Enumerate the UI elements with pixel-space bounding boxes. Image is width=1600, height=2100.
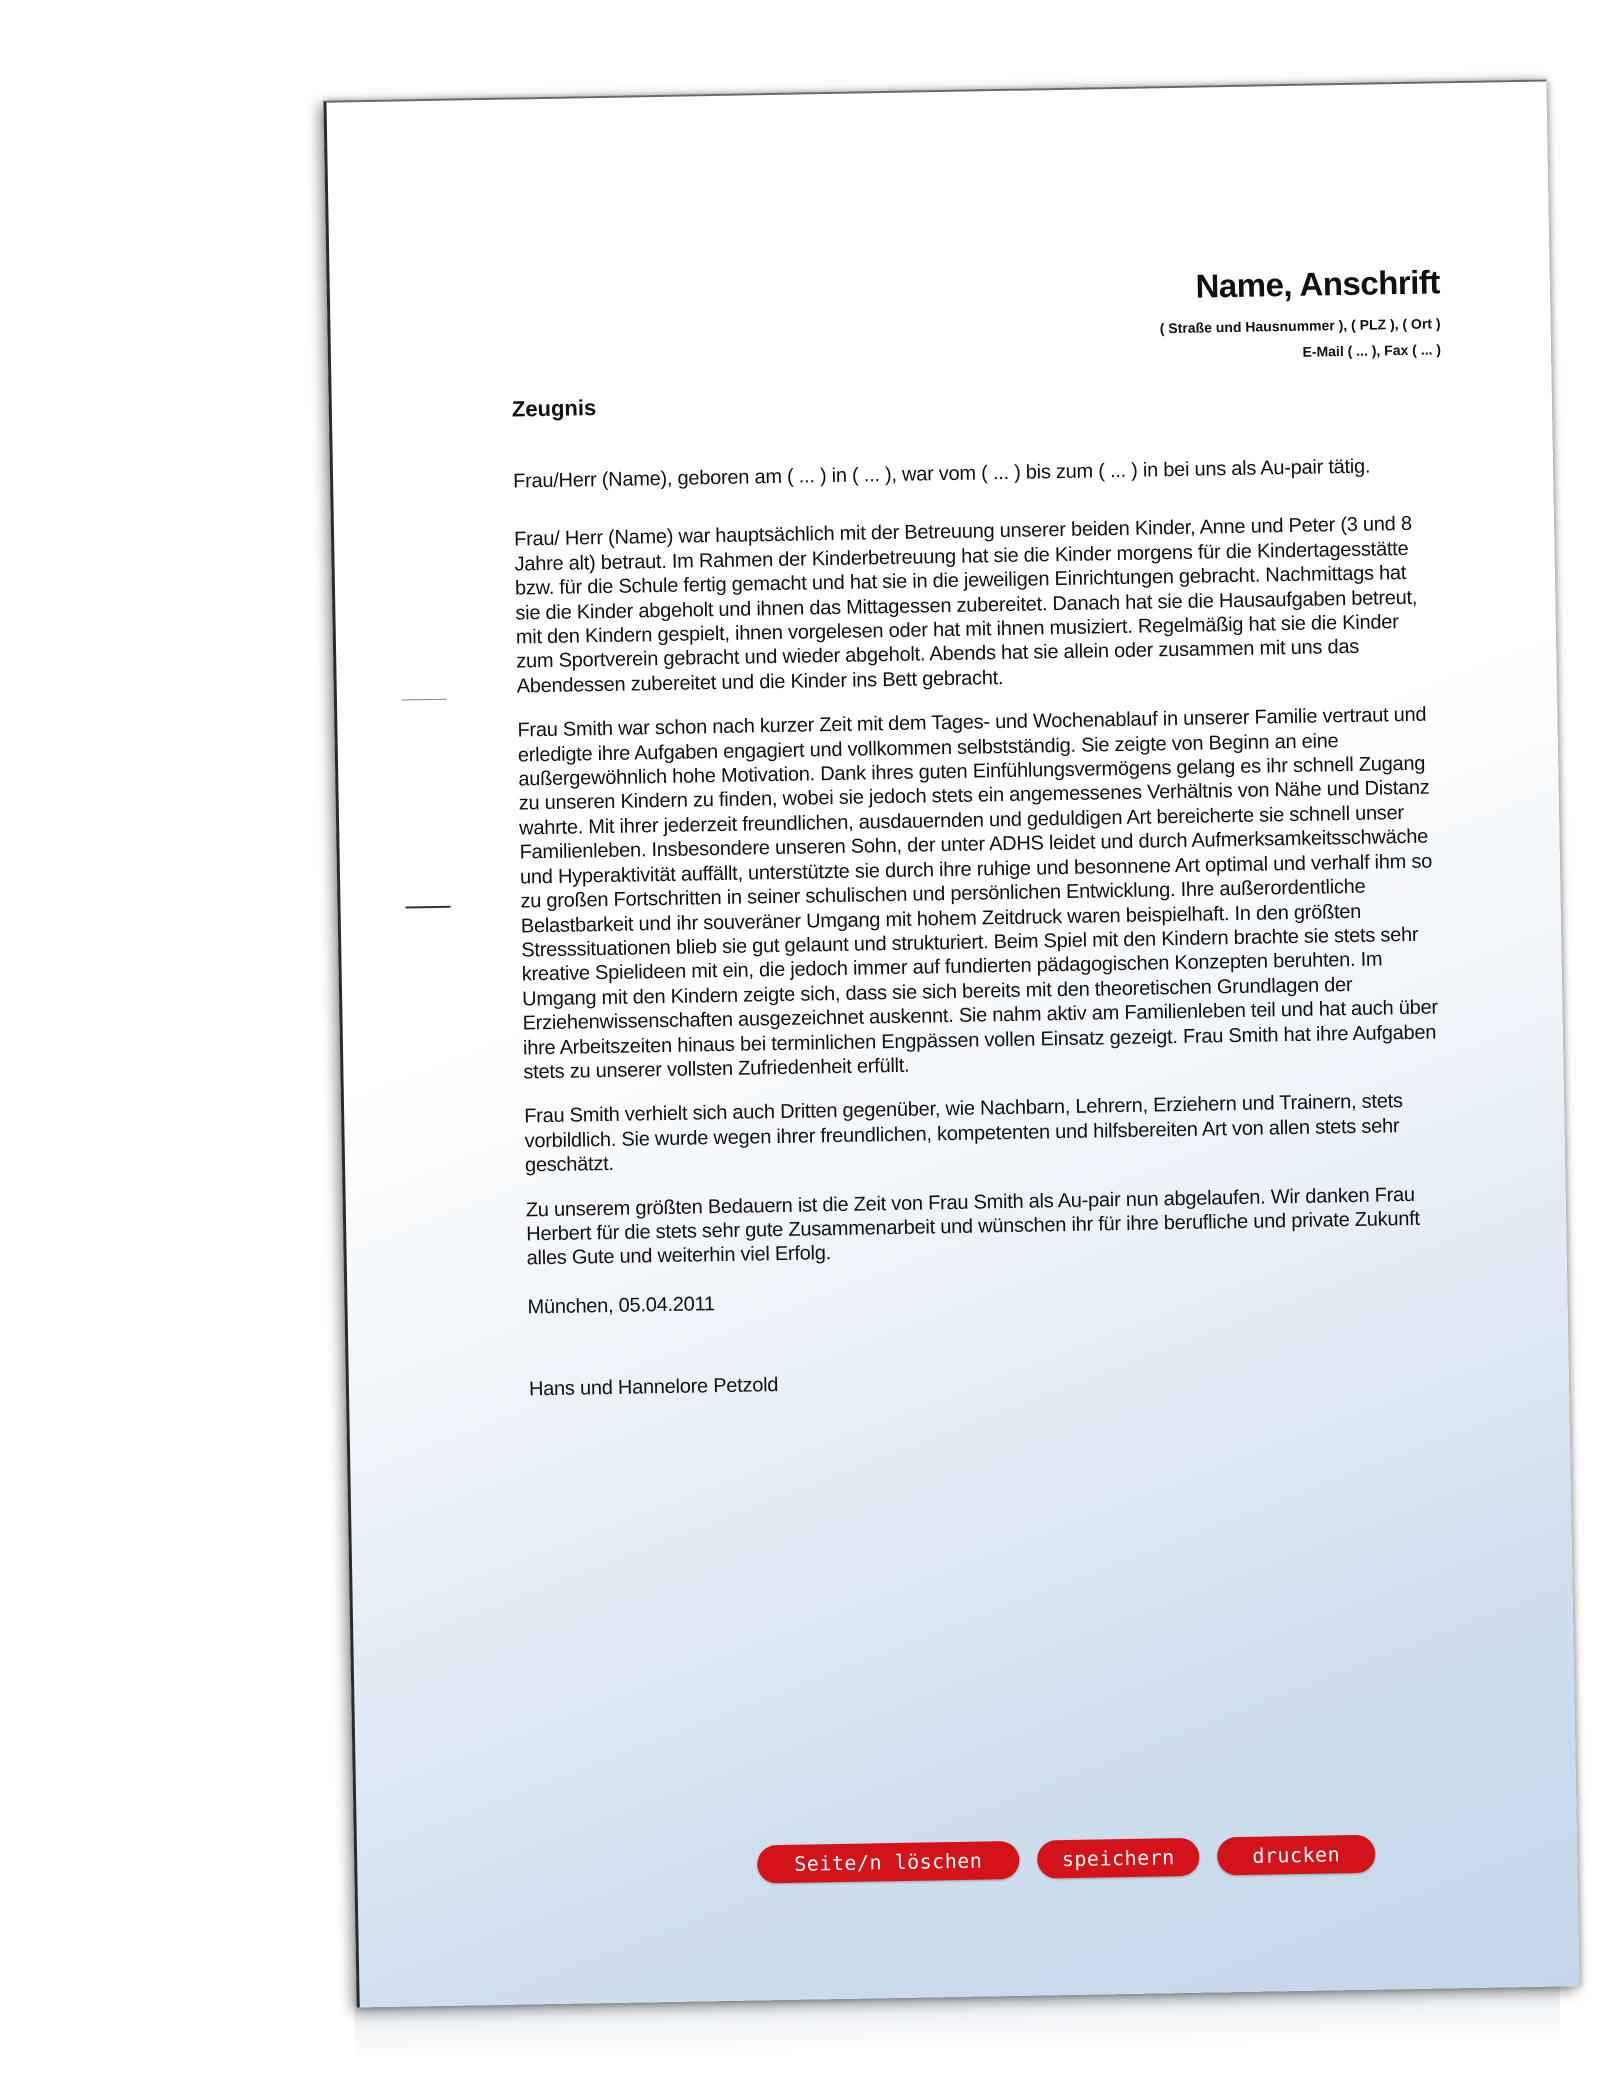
- delete-pages-button[interactable]: Seite/n löschen: [757, 1841, 1020, 1884]
- punch-mark: [406, 906, 451, 909]
- document-page: [323, 79, 1579, 2007]
- intro-paragraph: Frau/Herr (Name), geboren am ( ... ) in ( ... ), war vom ( ... ) bis zum ( ... ) in bei uns als Au-pair tätig.: [512, 455, 1371, 493]
- sender-contact: E-Mail ( ... ), Fax ( ... ): [1302, 341, 1442, 360]
- body-paragraph: Frau/ Herr (Name) war hauptsächlich mit der Betreuung unserer beiden Kinder, Anne und Peter (3 und 8 Jahre alt) betraut. Im Rahmen der Kinderbetreuung hat sie die Kinder morgens für die Kindertagesstätte bzw. für die Schule fertig gemacht und hat sie in die jeweiligen Einrichtungen gebracht. Nachmittags hat sie die Kinder abgeholt und ihnen das Mittagessen zubereitet. Danach hat sie die Hausaufgaben betreut, mit den Kindern gespielt, ihnen vorgelesen oder hat mit ihnen musiziert. Regelmäßig hat sie die Kinder zum Sportverein gebracht und wieder abgeholt. Abends hat sie allein oder zusammen mit uns das Abendessen zubereitet und die Kinder ins Bett gebracht.: [513, 513, 1418, 698]
- print-button[interactable]: drucken: [1217, 1835, 1376, 1876]
- body-paragraph: Frau Smith verhielt sich auch Dritten gegenüber, wie Nachbarn, Lehrern, Erziehern und Trainern, stets vorbildlich. Sie wurde wegen ihrer freundlichen, kompetenten und hilfsbereiten Art von allen stets sehr geschätzt.: [524, 1090, 1403, 1177]
- document-body: [513, 453, 1449, 1422]
- sender-name: Name, Anschrift: [1195, 263, 1441, 305]
- document-page-wrapper: [323, 79, 1576, 2005]
- body-paragraph: Frau Smith war schon nach kurzer Zeit mit dem Tages- und Wochenablauf in unserer Familie vertraut und erledigte ihre Aufgaben engagiert und vollkommen selbstständig. Sie zeigte von Beginn an eine außergewöhnlich hohe Motivation. Dank ihres guten Einfühlungsvermögens gelang es ihr schnell Zugang zu unseren Kindern zu finden, wobei sie jedoch stets ein angemessenes Verhältnis von Nähe und Distanz wahrte. Mit ihrer jederzeit freundlichen, ausdauernden und geduldigen Art bereicherte sie schnell unser Familienleben. Insbesondere unseren Sohn, der unter ADHS leidet und durch Aufmerksamkeitsschwäche und Hyperaktivität auffällt, unterstützte sie durch ihre ruhige und besonnene Art optimal und verhalf ihm so zu großen Fortschritten in seiner schulischen und persönlichen Entwicklung. Ihre außerordentliche Belastbarkeit und ihr souveräner Umgang mit hohem Zeitdruck waren beispielhaft. In den größten Stresssituationen blieb sie gut gelaunt und strukturiert. Beim Spiel mit den Kindern brachte sie stets sehr kreative Spielideen mit ein, die jedoch immer auf fundierten pädagogischen Konzepten beruhten. Im Umgang mit den Kindern zeigte sich, dass sie sich bereits mit den theoretischen Grundlagen der Erziehenwissenschaften ausgezeichnet auskennt. Sie nahm aktiv am Familienleben teil und hat auch über ihre Arbeitszeiten hinaus bei terminlichen Engpässen vollen Einsatz gezeigt. Frau Smith hat ihre Aufgaben stets zu unserer vollsten Zufriedenheit erfüllt.: [517, 703, 1438, 1084]
- fold-mark: [402, 699, 447, 701]
- signature: Hans und Hannelore Petzold: [528, 1374, 779, 1401]
- sender-address: ( Straße und Hausnummer ), ( PLZ ), ( Ort ): [1159, 315, 1441, 337]
- place-date: München, 05.04.2011: [527, 1292, 715, 1319]
- document-title: Zeugnis: [511, 395, 597, 422]
- save-button[interactable]: speichern: [1037, 1838, 1200, 1879]
- closing-paragraph: Zu unserem größten Bedauern ist die Zeit von Frau Smith als Au-pair nun abgelaufen. Wir danken Frau Herbert für die stets sehr gute Zusammenarbeit und wünschen ihr für ihre berufliche und private Zukunft alles Gute und weiterhin viel Erfolg.: [525, 1183, 1420, 1270]
